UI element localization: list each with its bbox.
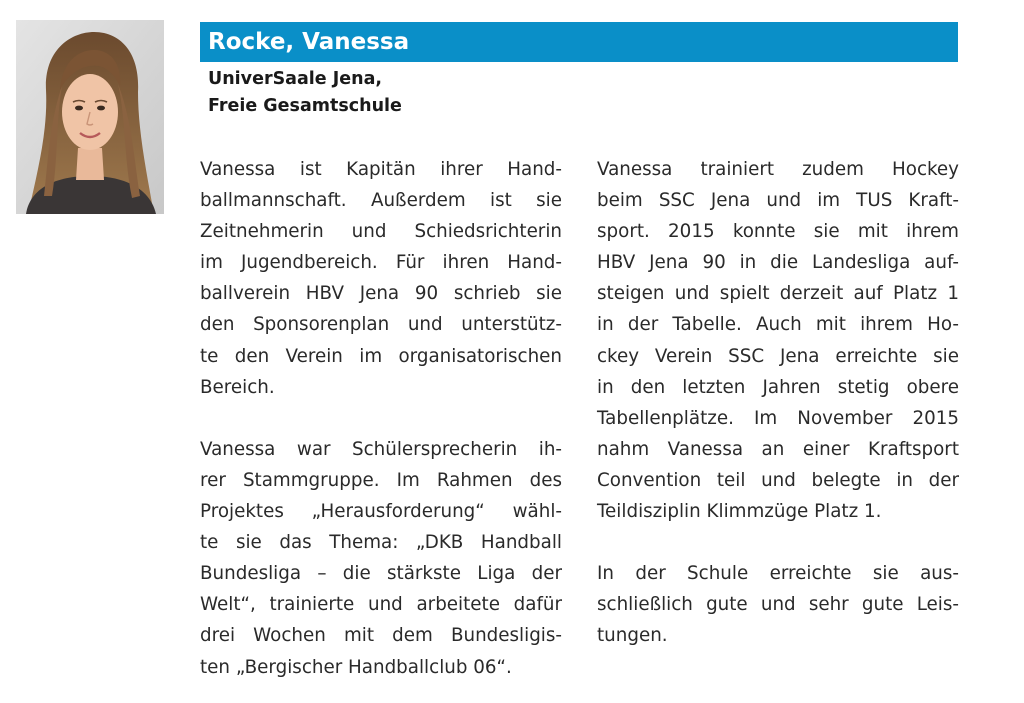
text-line: beim SSC Jena und im TUS Kraft- xyxy=(597,190,959,212)
text-line: steigen und spielt derzeit auf Platz 1 xyxy=(597,283,959,305)
text-line: Welt“, trainierte und arbeitete dafür xyxy=(200,594,562,616)
right-text-column xyxy=(597,154,959,652)
text-line: schließlich gute und sehr gute Leis- xyxy=(597,594,959,616)
subtitle-line: Freie Gesamtschule xyxy=(208,96,402,116)
school-affiliation xyxy=(208,66,402,120)
text-line: Zeitnehmerin und Schiedsrichterin xyxy=(200,221,562,243)
text-line: te sie das Thema: „DKB Handball xyxy=(200,532,562,554)
text-line: ckey Verein SSC Jena erreichte sie xyxy=(597,345,959,367)
text-line: in den letzten Jahren stetig obere xyxy=(597,376,959,398)
paragraph xyxy=(200,434,562,683)
name-header-bar xyxy=(200,22,958,62)
text-line: Bundesliga – die stärkste Liga der xyxy=(200,563,562,585)
portrait-photo-icon xyxy=(16,20,164,214)
text-line: Vanessa ist Kapitän ihrer Hand- xyxy=(200,159,562,180)
paragraph xyxy=(597,154,959,527)
text-line: Vanessa trainiert zudem Hockey xyxy=(597,159,959,180)
text-line: ten „Bergischer Handballclub 06“. xyxy=(200,656,512,678)
text-line: nahm Vanessa an einer Kraftsport xyxy=(597,438,959,460)
text-line: den Sponsorenplan und unterstütz- xyxy=(200,314,562,336)
text-line: ballverein HBV Jena 90 schrieb sie xyxy=(200,283,562,305)
text-line: rer Stammgruppe. Im Rahmen des xyxy=(200,469,562,491)
text-line: HBV Jena 90 in die Landesliga auf- xyxy=(597,252,959,274)
text-line: tungen. xyxy=(597,625,668,647)
text-line: im Jugendbereich. Für ihren Hand- xyxy=(200,252,562,274)
text-line: in der Tabelle. Auch mit ihrem Ho- xyxy=(597,314,959,336)
paragraph xyxy=(200,154,562,403)
left-text-column xyxy=(200,154,562,683)
text-line: Tabellenplätze. Im November 2015 xyxy=(597,407,959,429)
text-line: Convention teil und belegte in der xyxy=(597,469,959,491)
text-line: te den Verein im organisatorischen xyxy=(200,345,562,367)
paragraph xyxy=(597,558,959,651)
text-line: drei Wochen mit dem Bundesligis- xyxy=(200,625,562,647)
text-line: sport. 2015 konnte sie mit ihrem xyxy=(597,221,959,243)
text-line: Vanessa war Schülersprecherin ih- xyxy=(200,438,562,460)
text-line: In der Schule erreichte sie aus- xyxy=(597,563,959,585)
person-name: Rocke, Vanessa xyxy=(208,28,410,55)
text-line: Bereich. xyxy=(200,376,275,398)
text-line: ballmannschaft. Außerdem ist sie xyxy=(200,190,562,212)
text-line: Teildisziplin Klimmzüge Platz 1. xyxy=(597,501,882,523)
subtitle-line: UniverSaale Jena, xyxy=(208,69,383,89)
text-line: Projektes „Herausforderung“ wähl- xyxy=(200,501,562,523)
profile-photo xyxy=(16,20,164,214)
